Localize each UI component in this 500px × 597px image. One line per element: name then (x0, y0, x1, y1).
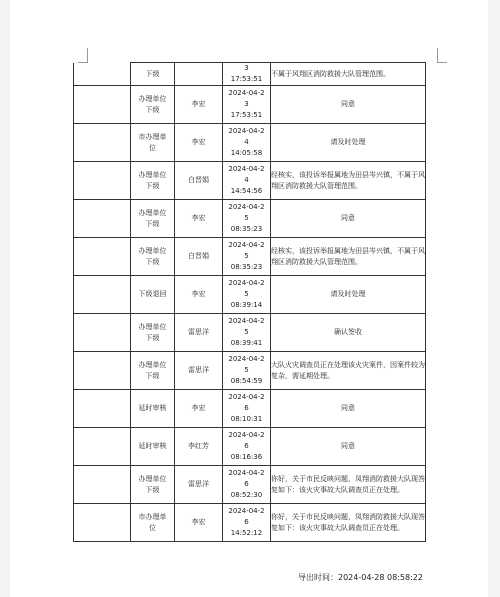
action-cell: 市办理单 位 (131, 124, 175, 162)
person-cell: 李宏 (175, 86, 223, 124)
opinion-cell: 同意 (271, 86, 426, 124)
table-row (74, 314, 426, 352)
person-cell: 雷思洋 (175, 352, 223, 390)
opinion-cell: 确认签收 (271, 314, 426, 352)
action-cell: 办理单位 下级 (131, 162, 175, 200)
person-cell: 李红芳 (175, 428, 223, 466)
action-cell: 下级 (131, 63, 175, 86)
action-cell: 办理单位 下级 (131, 466, 175, 504)
opinion-cell: 你好，关于市民反映问题，凤翔消防救援大队现答复如下：该火灾事故大队调查员正在处理。 (271, 466, 426, 504)
time-cell: 2024-04-2 5 08:35:23 (223, 200, 271, 238)
opinion-cell: 请及时处理 (271, 124, 426, 162)
blank-cell (74, 276, 131, 314)
time-cell: 2024-04-2 5 08:39:14 (223, 276, 271, 314)
blank-cell (74, 86, 131, 124)
export-time: 导出时间：2024-04-28 08:58:22 (298, 573, 423, 582)
time-cell: 3 17:53:51 (223, 63, 271, 86)
crop-mark-top-right (437, 48, 447, 63)
person-cell (175, 63, 223, 86)
blank-cell (74, 428, 131, 466)
opinion-cell: 请及时处理 (271, 276, 426, 314)
person-cell: 李宏 (175, 276, 223, 314)
opinion-cell: 经核实，该投诉举报属地为田县岑兴镇，不属于风翔区消防救援大队管理范围。 (271, 162, 426, 200)
table-row (74, 63, 426, 86)
action-cell: 办理单位 下级 (131, 200, 175, 238)
table-row (74, 390, 426, 428)
table-row (74, 352, 426, 390)
opinion-cell: 你好，关于市民反映问题，凤翔消防救援大队现答复如下：该火灾事故大队调查员正在处理。 (271, 504, 426, 542)
opinion-cell: 经核实，该投诉举报属地为田县岑兴镇，不属于风翔区消防救援大队管理范围。 (271, 238, 426, 276)
time-cell: 2024-04-2 4 14:05:58 (223, 124, 271, 162)
blank-cell (74, 390, 131, 428)
action-cell: 办理单位 下级 (131, 86, 175, 124)
person-cell: 李宏 (175, 504, 223, 542)
time-cell: 2024-04-2 4 14:54:56 (223, 162, 271, 200)
time-cell: 2024-04-2 6 08:10:31 (223, 390, 271, 428)
action-cell: 办理单位 下级 (131, 314, 175, 352)
person-cell: 雷思洋 (175, 466, 223, 504)
opinion-cell: 同意 (271, 428, 426, 466)
time-cell: 2024-04-2 6 08:52:30 (223, 466, 271, 504)
blank-cell (74, 124, 131, 162)
opinion-cell: 同意 (271, 200, 426, 238)
action-cell: 下级退回 (131, 276, 175, 314)
opinion-cell: 大队火灾调查员正在处理该火灾案件，因案件较为复杂，需延期处理。 (271, 352, 426, 390)
person-cell: 白晋娟 (175, 238, 223, 276)
document-page (10, 0, 488, 597)
blank-cell (74, 238, 131, 276)
table-row (74, 238, 426, 276)
blank-cell (74, 314, 131, 352)
table-row (74, 466, 426, 504)
opinion-cell: 不属于风翔区消防救援大队管理范围。 (271, 63, 426, 86)
person-cell: 李宏 (175, 390, 223, 428)
table-row (74, 504, 426, 542)
action-cell: 延时审核 (131, 428, 175, 466)
table-row (74, 124, 426, 162)
time-cell: 2024-04-2 5 08:39:41 (223, 314, 271, 352)
table-row (74, 276, 426, 314)
person-cell: 白晋娟 (175, 162, 223, 200)
table-row (74, 162, 426, 200)
crop-mark-top-left (78, 48, 88, 63)
time-cell: 2024-04-2 5 08:35:23 (223, 238, 271, 276)
time-cell: 2024-04-2 3 17:53:51 (223, 86, 271, 124)
time-cell: 2024-04-2 6 08:16:36 (223, 428, 271, 466)
blank-cell (74, 162, 131, 200)
time-cell: 2024-04-2 6 14:52:12 (223, 504, 271, 542)
action-cell: 办理单位 下级 (131, 238, 175, 276)
action-cell: 延时审核 (131, 390, 175, 428)
blank-cell (74, 200, 131, 238)
blank-cell (74, 466, 131, 504)
blank-cell (74, 63, 131, 86)
person-cell: 雷思洋 (175, 314, 223, 352)
table-row (74, 428, 426, 466)
table-row (74, 200, 426, 238)
blank-cell (74, 504, 131, 542)
action-cell: 市办理单 位 (131, 504, 175, 542)
person-cell: 李宏 (175, 124, 223, 162)
time-cell: 2024-04-2 5 08:54:59 (223, 352, 271, 390)
person-cell: 李宏 (175, 200, 223, 238)
table-row (74, 86, 426, 124)
blank-cell (74, 352, 131, 390)
opinion-cell: 同意 (271, 390, 426, 428)
action-cell: 办理单位 下级 (131, 352, 175, 390)
process-record-table (73, 62, 426, 542)
